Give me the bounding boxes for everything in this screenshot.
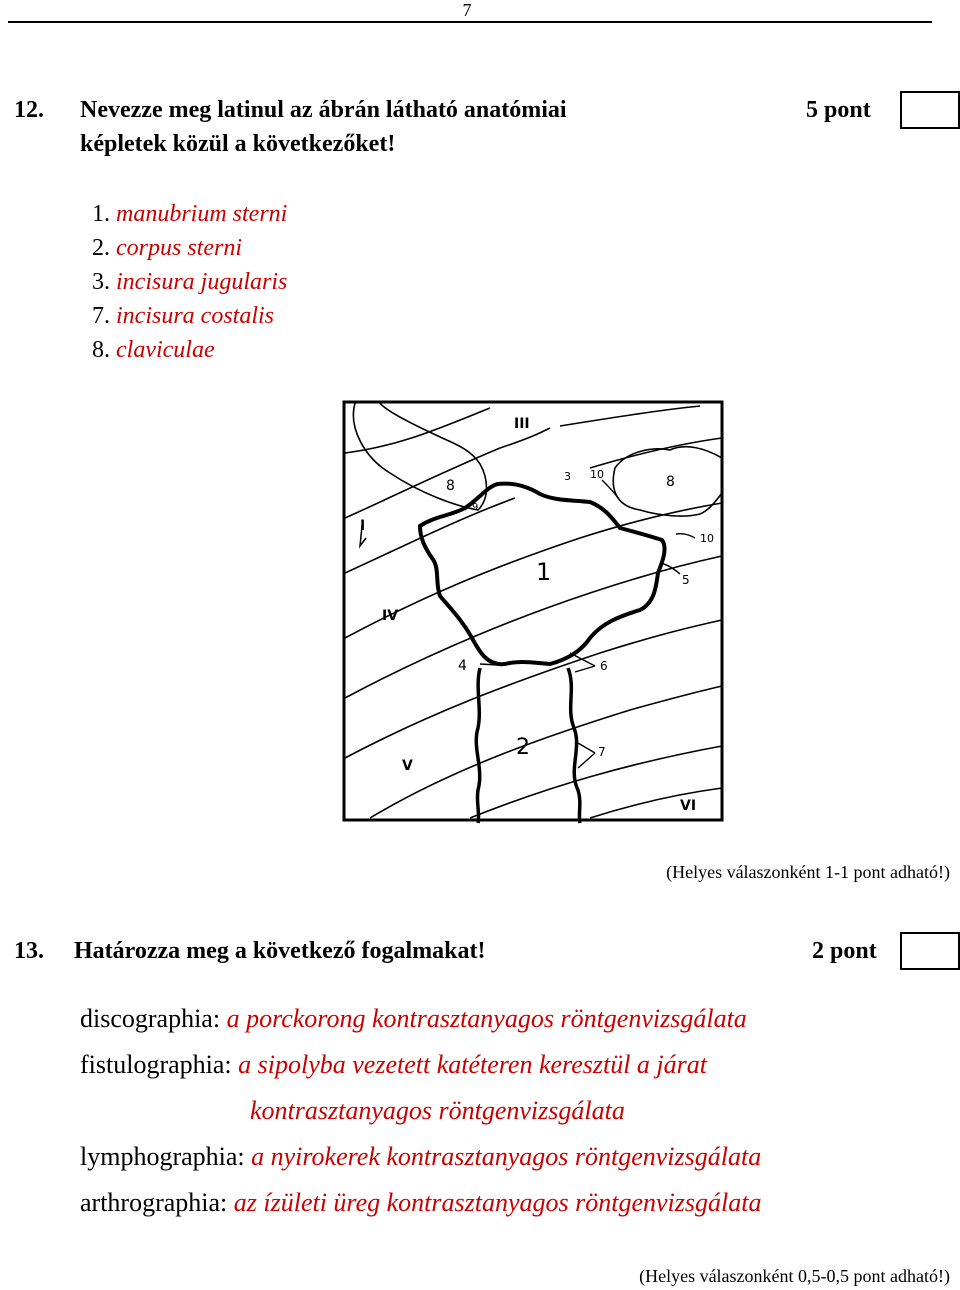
term-row	[80, 1188, 761, 1218]
answer-item	[92, 231, 287, 265]
answer-item	[92, 299, 287, 333]
label-4: 4	[458, 658, 467, 674]
rib-label-4: IV	[382, 608, 399, 624]
q13-scoring-note: (Helyes válaszonként 0,5-0,5 pont adható!)	[639, 1266, 950, 1286]
q12-scoring-note: (Helyes válaszonként 1-1 pont adható!)	[666, 862, 950, 882]
q13-title: Határozza meg a következő fogalmakat!	[74, 938, 486, 964]
q12-title-line2: képletek közül a következőket!	[80, 131, 396, 157]
answer-text: corpus sterni	[116, 235, 242, 261]
arrow-4	[480, 664, 498, 665]
answer-item	[92, 265, 287, 299]
q13-number: 13.	[14, 938, 44, 964]
answer-number: 7.	[92, 303, 110, 329]
label-8-right: 8	[666, 474, 675, 490]
answer-text: claviculae	[116, 337, 215, 363]
q13-points: 2 pont	[812, 938, 877, 964]
label-8-left: 8	[446, 478, 455, 494]
page-number: 7	[462, 0, 472, 20]
term-label: arthrographia:	[80, 1188, 228, 1217]
rib-label-6: VI	[680, 798, 697, 814]
answer-number: 2.	[92, 235, 110, 261]
label-5: 5	[682, 573, 690, 587]
answer-text: incisura costalis	[116, 303, 275, 329]
q12-points: 5 pont	[806, 97, 871, 123]
term-label: lymphographia:	[80, 1142, 245, 1171]
q12-number: 12.	[14, 97, 44, 123]
answer-text: manubrium sterni	[116, 201, 288, 227]
q12-score-box[interactable]	[900, 91, 960, 129]
term-definition: a nyirokerek kontrasztanyagos röntgenvizsgálata	[251, 1142, 762, 1171]
header-rule	[8, 21, 932, 23]
term-definition-continuation: kontrasztanyagos röntgenvizsgálata	[250, 1096, 625, 1125]
label-6: 6	[600, 659, 608, 673]
label-9: 9	[472, 502, 479, 513]
label-1: 1	[536, 558, 552, 586]
rib-label-1: I	[360, 518, 366, 534]
term-label: fistulographia:	[80, 1050, 232, 1079]
label-3: 3	[564, 470, 571, 483]
answer-text: incisura jugularis	[116, 269, 288, 295]
answer-number: 3.	[92, 269, 110, 295]
term-row	[80, 1050, 707, 1080]
answer-item	[92, 333, 287, 367]
label-2: 2	[516, 735, 530, 760]
q12-answer-list	[92, 197, 287, 367]
label-10-top: 10	[590, 468, 604, 481]
rib-label-5: V	[402, 758, 413, 774]
q13-score-box[interactable]	[900, 932, 960, 970]
term-row	[80, 1004, 747, 1034]
term-definition: a porckorong kontrasztanyagos röntgenvizsgálata	[226, 1004, 747, 1033]
term-definition: az ízületi üreg kontrasztanyagos röntgenvizsgálata	[233, 1188, 762, 1217]
rib-label-3: III	[514, 416, 530, 432]
term-row	[80, 1142, 761, 1172]
answer-item	[92, 197, 287, 231]
term-definition: a sipolyba vezetett katéteren keresztül a járat	[238, 1050, 707, 1079]
term-label: discographia:	[80, 1004, 221, 1033]
label-7: 7	[598, 745, 606, 759]
label-10-right: 10	[700, 532, 714, 545]
q12-title-line1: Nevezze meg latinul az ábrán látható anatómiai	[80, 97, 567, 123]
answer-number: 8.	[92, 337, 110, 363]
answer-number: 1.	[92, 201, 110, 227]
term-continuation	[250, 1096, 625, 1126]
sternum-figure	[340, 398, 728, 826]
